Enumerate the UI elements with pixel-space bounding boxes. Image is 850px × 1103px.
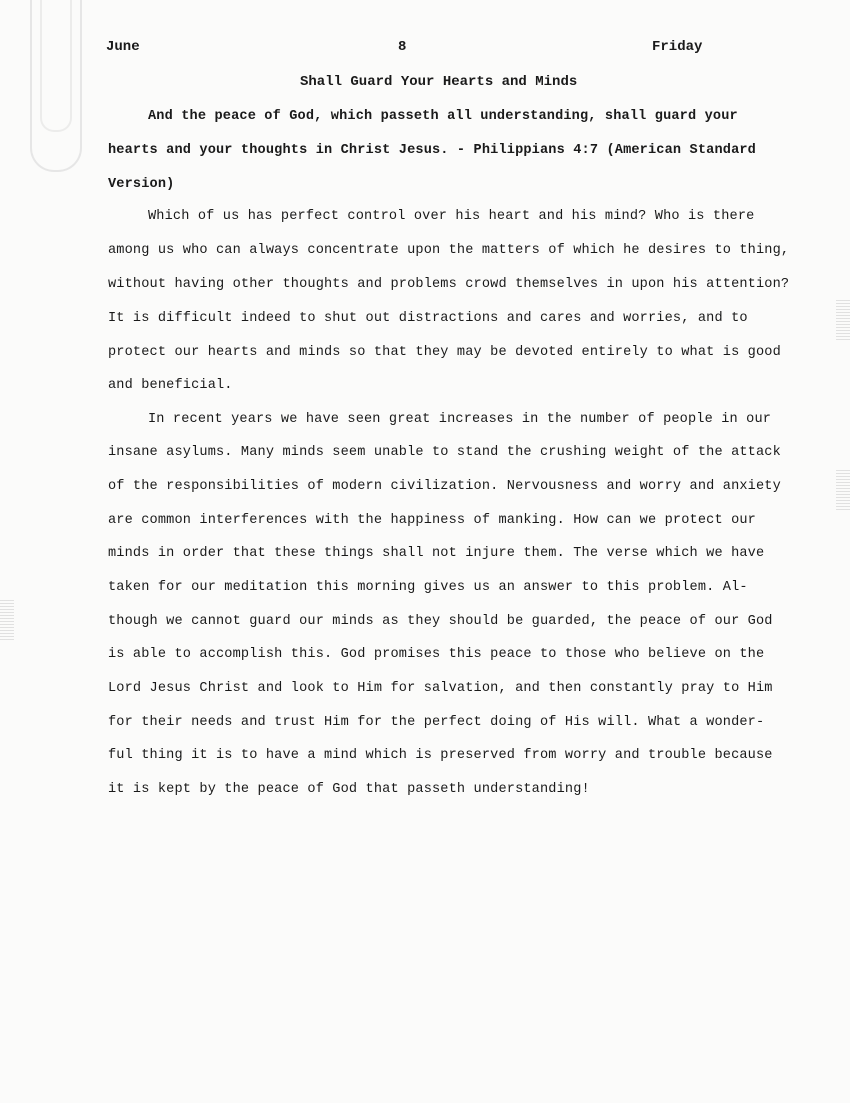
- paragraph2-line: ful thing it is to have a mind which is preserved from worry and trouble because: [108, 748, 773, 763]
- paperclip-impression-inner: [40, 0, 72, 132]
- paragraph1-line: without having other thoughts and problems crowd themselves in upon his attention?: [108, 277, 790, 292]
- header-day: Friday: [652, 39, 703, 55]
- verse-line: hearts and your thoughts in Christ Jesus. - Philippians 4:7 (American Standard: [108, 143, 756, 158]
- paragraph1-line: Which of us has perfect control over his heart and his mind? Who is there: [148, 209, 755, 224]
- scan-edge-mark: [836, 300, 850, 340]
- verse-line: Version): [108, 177, 175, 192]
- paragraph2-line: are common interferences with the happiness of manking. How can we protect our: [108, 513, 756, 528]
- scan-edge-mark: [0, 600, 14, 640]
- paragraph1-line: protect our hearts and minds so that they may be devoted entirely to what is good: [108, 345, 781, 360]
- paragraph2-line: it is kept by the peace of God that passeth understanding!: [108, 782, 590, 797]
- paragraph1-line: among us who can always concentrate upon the matters of which he desires to thing,: [108, 243, 790, 258]
- header-month: June: [106, 39, 140, 55]
- scan-edge-mark: [836, 470, 850, 510]
- header-page-number: 8: [398, 39, 407, 55]
- paragraph2-line: minds in order that these things shall not injure them. The verse which we have: [108, 546, 765, 561]
- paragraph2-line: taken for our meditation this morning gives us an answer to this problem. Al-: [108, 580, 748, 595]
- paragraph2-line: Lord Jesus Christ and look to Him for salvation, and then constantly pray to Him: [108, 681, 773, 696]
- paragraph2-line: is able to accomplish this. God promises this peace to those who believe on the: [108, 647, 765, 662]
- paragraph2-line: though we cannot guard our minds as they should be guarded, the peace of our God: [108, 614, 773, 629]
- paragraph1-line: It is difficult indeed to shut out distractions and cares and worries, and to: [108, 311, 748, 326]
- verse-line: And the peace of God, which passeth all understanding, shall guard your: [148, 109, 738, 124]
- paragraph2-line: insane asylums. Many minds seem unable to stand the crushing weight of the attack: [108, 445, 781, 460]
- page-title: Shall Guard Your Hearts and Minds: [300, 74, 578, 90]
- paragraph2-line: In recent years we have seen great increases in the number of people in our: [148, 412, 772, 427]
- paragraph1-line: and beneficial.: [108, 378, 233, 393]
- paragraph2-line: for their needs and trust Him for the perfect doing of His will. What a wonder-: [108, 715, 765, 730]
- paragraph2-line: of the responsibilities of modern civilization. Nervousness and worry and anxiety: [108, 479, 781, 494]
